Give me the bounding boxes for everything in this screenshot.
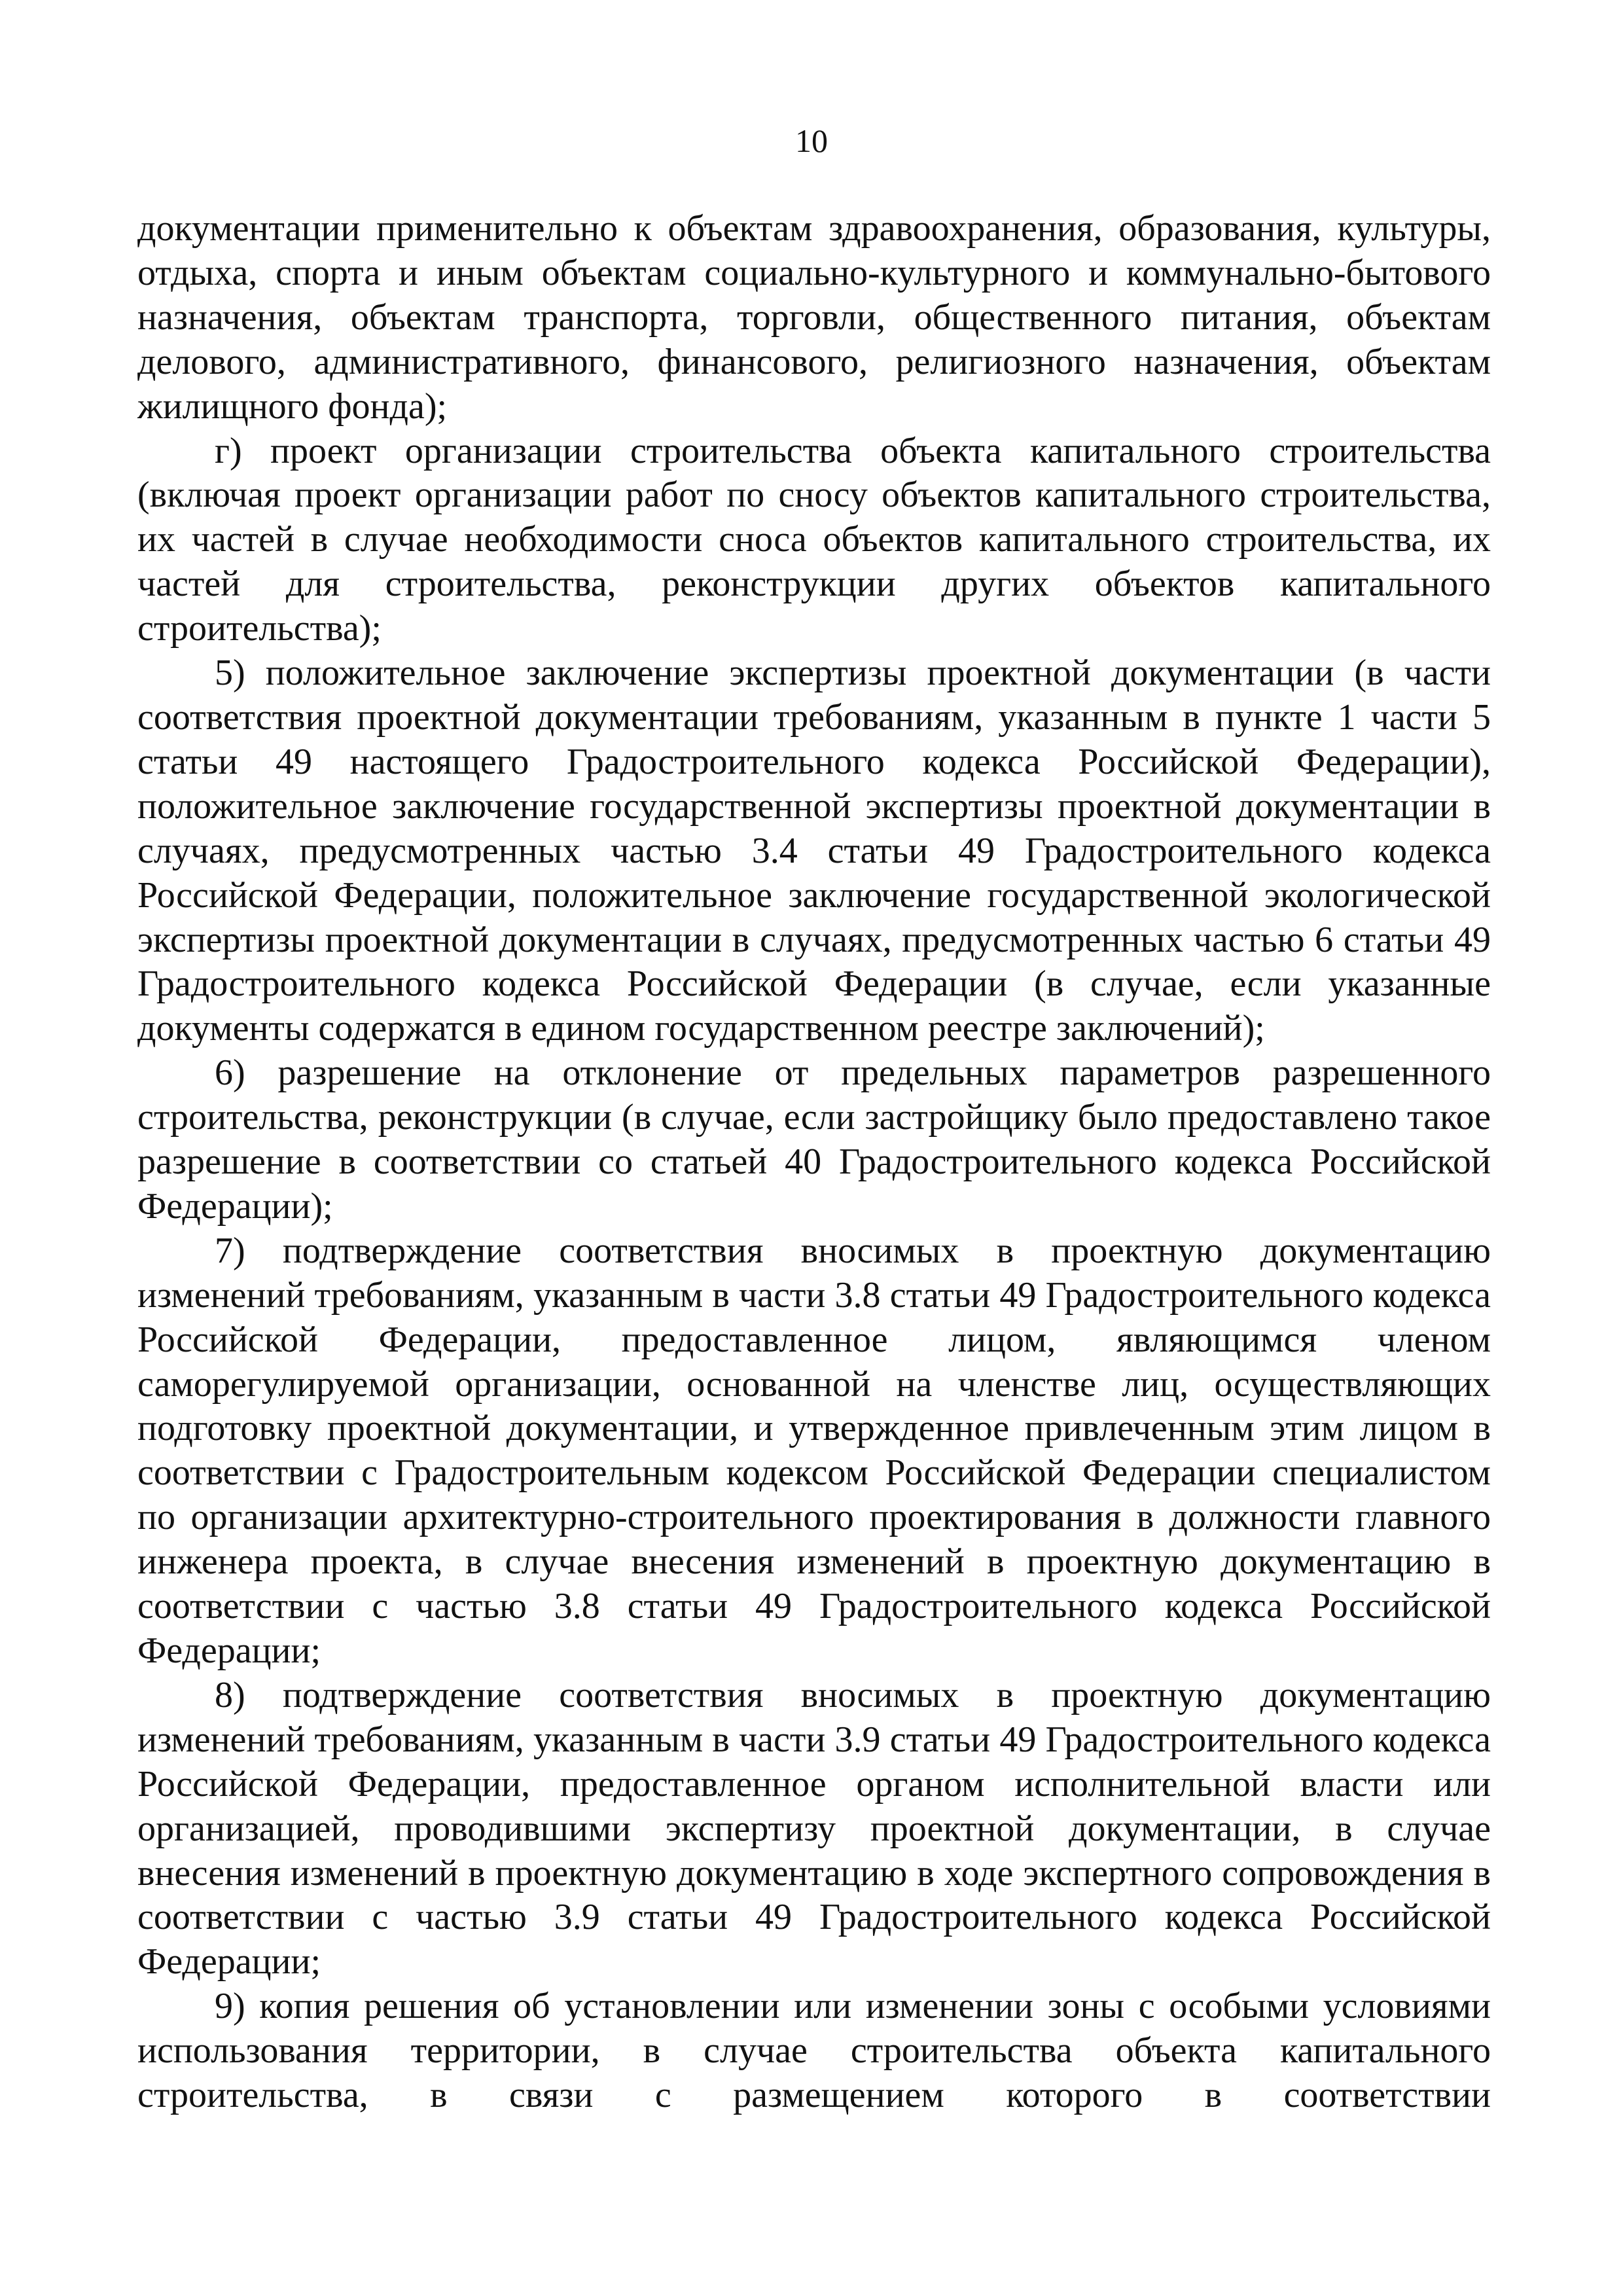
paragraph-item-g: г) проект организации строительства объекта капитального строительства (включая проект организации работ по сносу объектов капитального строительства, их частей в случае необходимости сноса объектов капитального строительства, их частей для строительства, реконструкции других объектов капитального строительства); [137,430,1491,649]
document-body [137,207,1491,2118]
paragraph-item-8: 8) подтверждение соответствия вносимых в проектную документацию изменений требованиям, указанным в части 3.9 статьи 49 Градостроительного кодекса Российской Федерации, предоставленное органом исполнительной власти или организацией, проводившими экспертизу проектной документации, в случае внесения изменений в проектную документацию в ходе экспертного сопровождения в соответствии с частью 3.9 статьи 49 Градостроительного кодекса Российской Федерации; [137,1674,1491,1982]
paragraph-item-7: 7) подтверждение соответствия вносимых в проектную документацию изменений требованиям, указанным в части 3.8 статьи 49 Градостроительного кодекса Российской Федерации, предоставленное лицом, являющимся членом саморегулируемой организации, основанной на членстве лиц, осуществляющих подготовку проектной документации, и утвержденное привлеченным этим лицом в соответствии с Градостроительным кодексом Российской Федерации специалистом по организации архитектурно-строительного проектирования в должности главного инженера проекта, в случае внесения изменений в проектную документацию в соответствии с частью 3.8 статьи 49 Градостроительного кодекса Российской Федерации; [137,1230,1491,1671]
paragraph-item-6: 6) разрешение на отклонение от предельных параметров разрешенного строительства, реконструкции (в случае, если застройщику было предоставлено такое разрешение в соответствии со статьей 40 Градостроительного кодекса Российской Федерации); [137,1052,1491,1227]
paragraph-item-9: 9) копия решения об установлении или изменении зоны с особыми условиями использования территории, в случае строительства объекта капитального строительства, в связи с размещением которого в соответствии [137,1986,1491,2116]
paragraph-item-5: 5) положительное заключение экспертизы проектной документации (в части соответствия проектной документации требованиям, указанным в пункте 1 части 5 статьи 49 настоящего Градостроительного кодекса Российской Федерации), положительное заключение государственной экспертизы проектной документации в случаях, предусмотренных частью 3.4 статьи 49 Градостроительного кодекса Российской Федерации, положительное заключение государственной экологической экспертизы проектной документации в случаях, предусмотренных частью 6 статьи 49 Градостроительного кодекса Российской Федерации (в случае, если указанные документы содержатся в едином государственном реестре заключений); [137,653,1491,1049]
paragraph-continuation: документации применительно к объектам здравоохранения, образования, культуры, отдыха, спорта и иным объектам социально-культурного и коммунально-бытового назначения, объектам транспорта, торговли, общественного питания, объектам делового, административного, финансового, религиозного назначения, объектам жилищного фонда); [137,208,1491,427]
page-number: 10 [795,122,828,159]
